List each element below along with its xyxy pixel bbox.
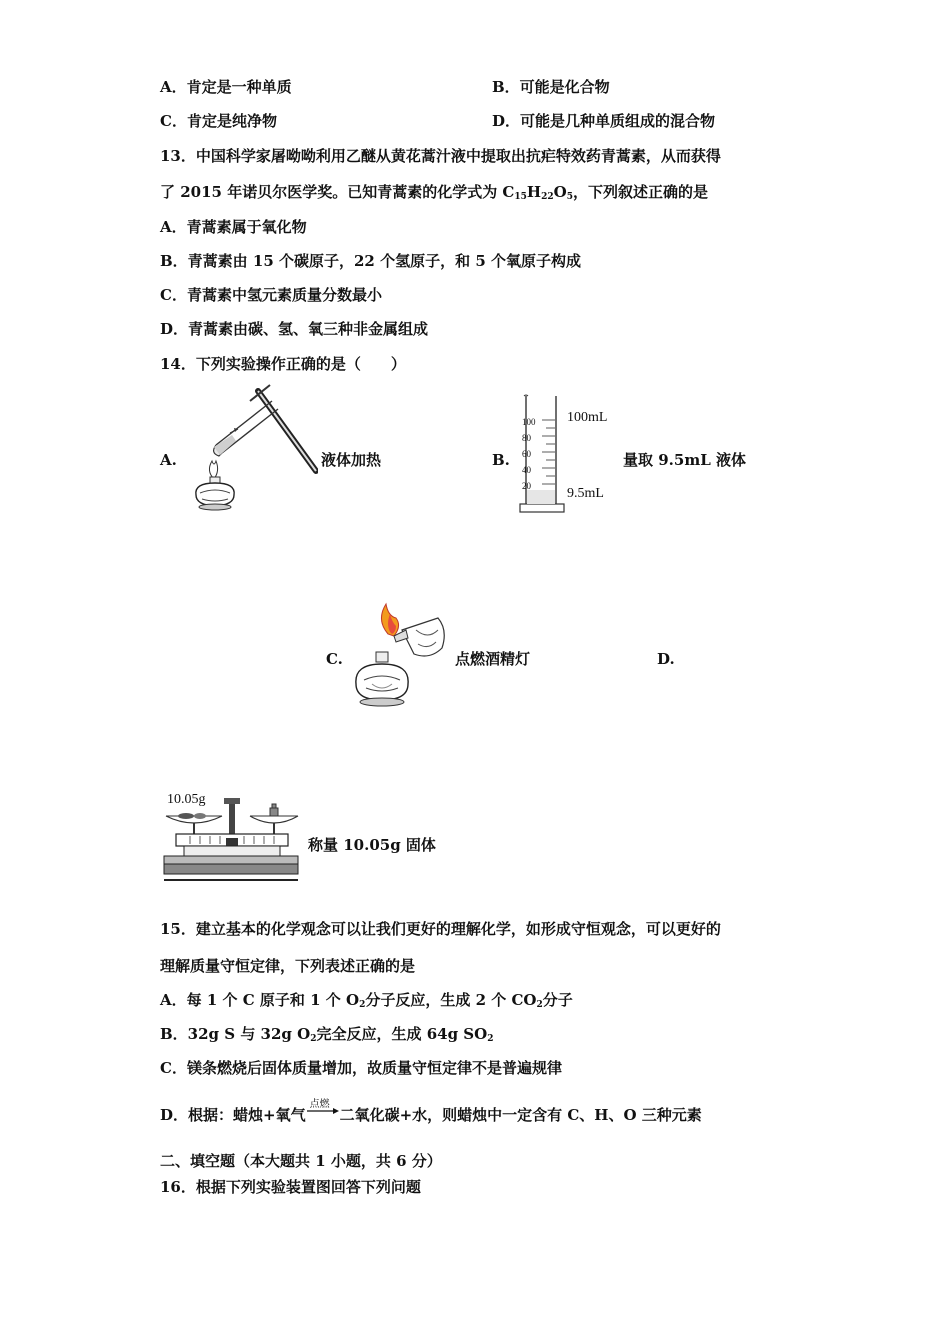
q13-stem-line2: [160, 183, 708, 201]
test-tube-heating-figure: [188, 383, 318, 513]
reaction-condition: 点燃: [309, 1099, 330, 1110]
q13-option-d: D．青蒿素由碳、氢、氧三种非金属组成: [160, 320, 429, 338]
q13-option-c: C．青蒿素中氢元素质量分数最小: [160, 286, 382, 304]
q13-option-a: A．青蒿素属于氧化物: [160, 218, 307, 236]
q13-option-b: B．青蒿素由 15 个碳原子，22 个氢原子，和 5 个氧原子构成: [160, 252, 581, 270]
q15-option-d: D．根据：蜡烛+氧气 点燃 二氧化碳+水，则蜡烛中一定含有 C、H、O 三种元素: [160, 1106, 702, 1124]
q15-option-a: A．每 1 个 C 原子和 1 个 $O_2$分子反应，生成 2 个 $CO_2$分子: [160, 991, 573, 1010]
q14-a-caption: 液体加热: [321, 451, 382, 469]
q14-a-letter: A.: [160, 451, 177, 469]
q13-stem-line1: 13．中国科学家屠呦呦利用乙醚从黄花蒿汁液中提取出抗疟特效药青蒿素，从而获得: [160, 147, 721, 165]
cylinder-bottom-label: 9.5mL: [567, 486, 604, 501]
q14-d-letter: D.: [657, 650, 675, 668]
q14-c-caption: 点燃酒精灯: [455, 650, 531, 668]
chemical-formula: $C_{15}H_{22}O_5$: [502, 183, 573, 202]
cylinder-tick-labels: 100 80 60 40 20: [522, 417, 536, 491]
q12-option-d: D．可能是几种单质组成的混合物: [492, 112, 716, 130]
q13-stem-prefix: 了 2015 年诺贝尔医学奖。已知青蒿素的化学式为: [160, 183, 503, 201]
reaction-arrow: [306, 1099, 340, 1124]
arrow-icon: [306, 1106, 340, 1124]
cylinder-top-label: 100mL: [567, 410, 608, 425]
q15-option-b: B．32g S 与 32g $O_2$完全反应，生成 64g $SO_2$: [160, 1025, 494, 1044]
q12-option-c: C．肯定是纯净物: [160, 112, 277, 130]
q15-stem-line1: 15．建立基本的化学观念可以让我们更好的理解化学，如形成守恒观念，可以更好的: [160, 920, 721, 938]
lighting-alcohol-lamp-figure: [350, 600, 450, 710]
q14-c-letter: C.: [326, 650, 343, 668]
balance-weight-label: 10.05g: [167, 792, 206, 807]
q14-b-letter: B.: [492, 451, 510, 469]
q14-d-caption: 称量 10.05g 固体: [308, 836, 436, 854]
q13-stem-suffix: ，下列叙述正确的是: [572, 183, 708, 201]
q15-option-c: C．镁条燃烧后固体质量增加，故质量守恒定律不是普遍规律: [160, 1059, 562, 1077]
balance-scale-figure: [160, 796, 300, 888]
q14-b-caption: 量取 9.5mL 液体: [623, 451, 746, 469]
q12-option-a: A．肯定是一种单质: [160, 78, 292, 96]
q14-stem: 14．下列实验操作正确的是（ ）: [160, 355, 406, 373]
section-title: 二、填空题（本大题共 1 小题，共 6 分）: [160, 1152, 442, 1170]
q12-option-b: B．可能是化合物: [492, 78, 610, 96]
q15-stem-line2: 理解质量守恒定律，下列表述正确的是: [160, 957, 416, 975]
q16-stem: 16．根据下列实验装置图回答下列问题: [160, 1178, 421, 1196]
